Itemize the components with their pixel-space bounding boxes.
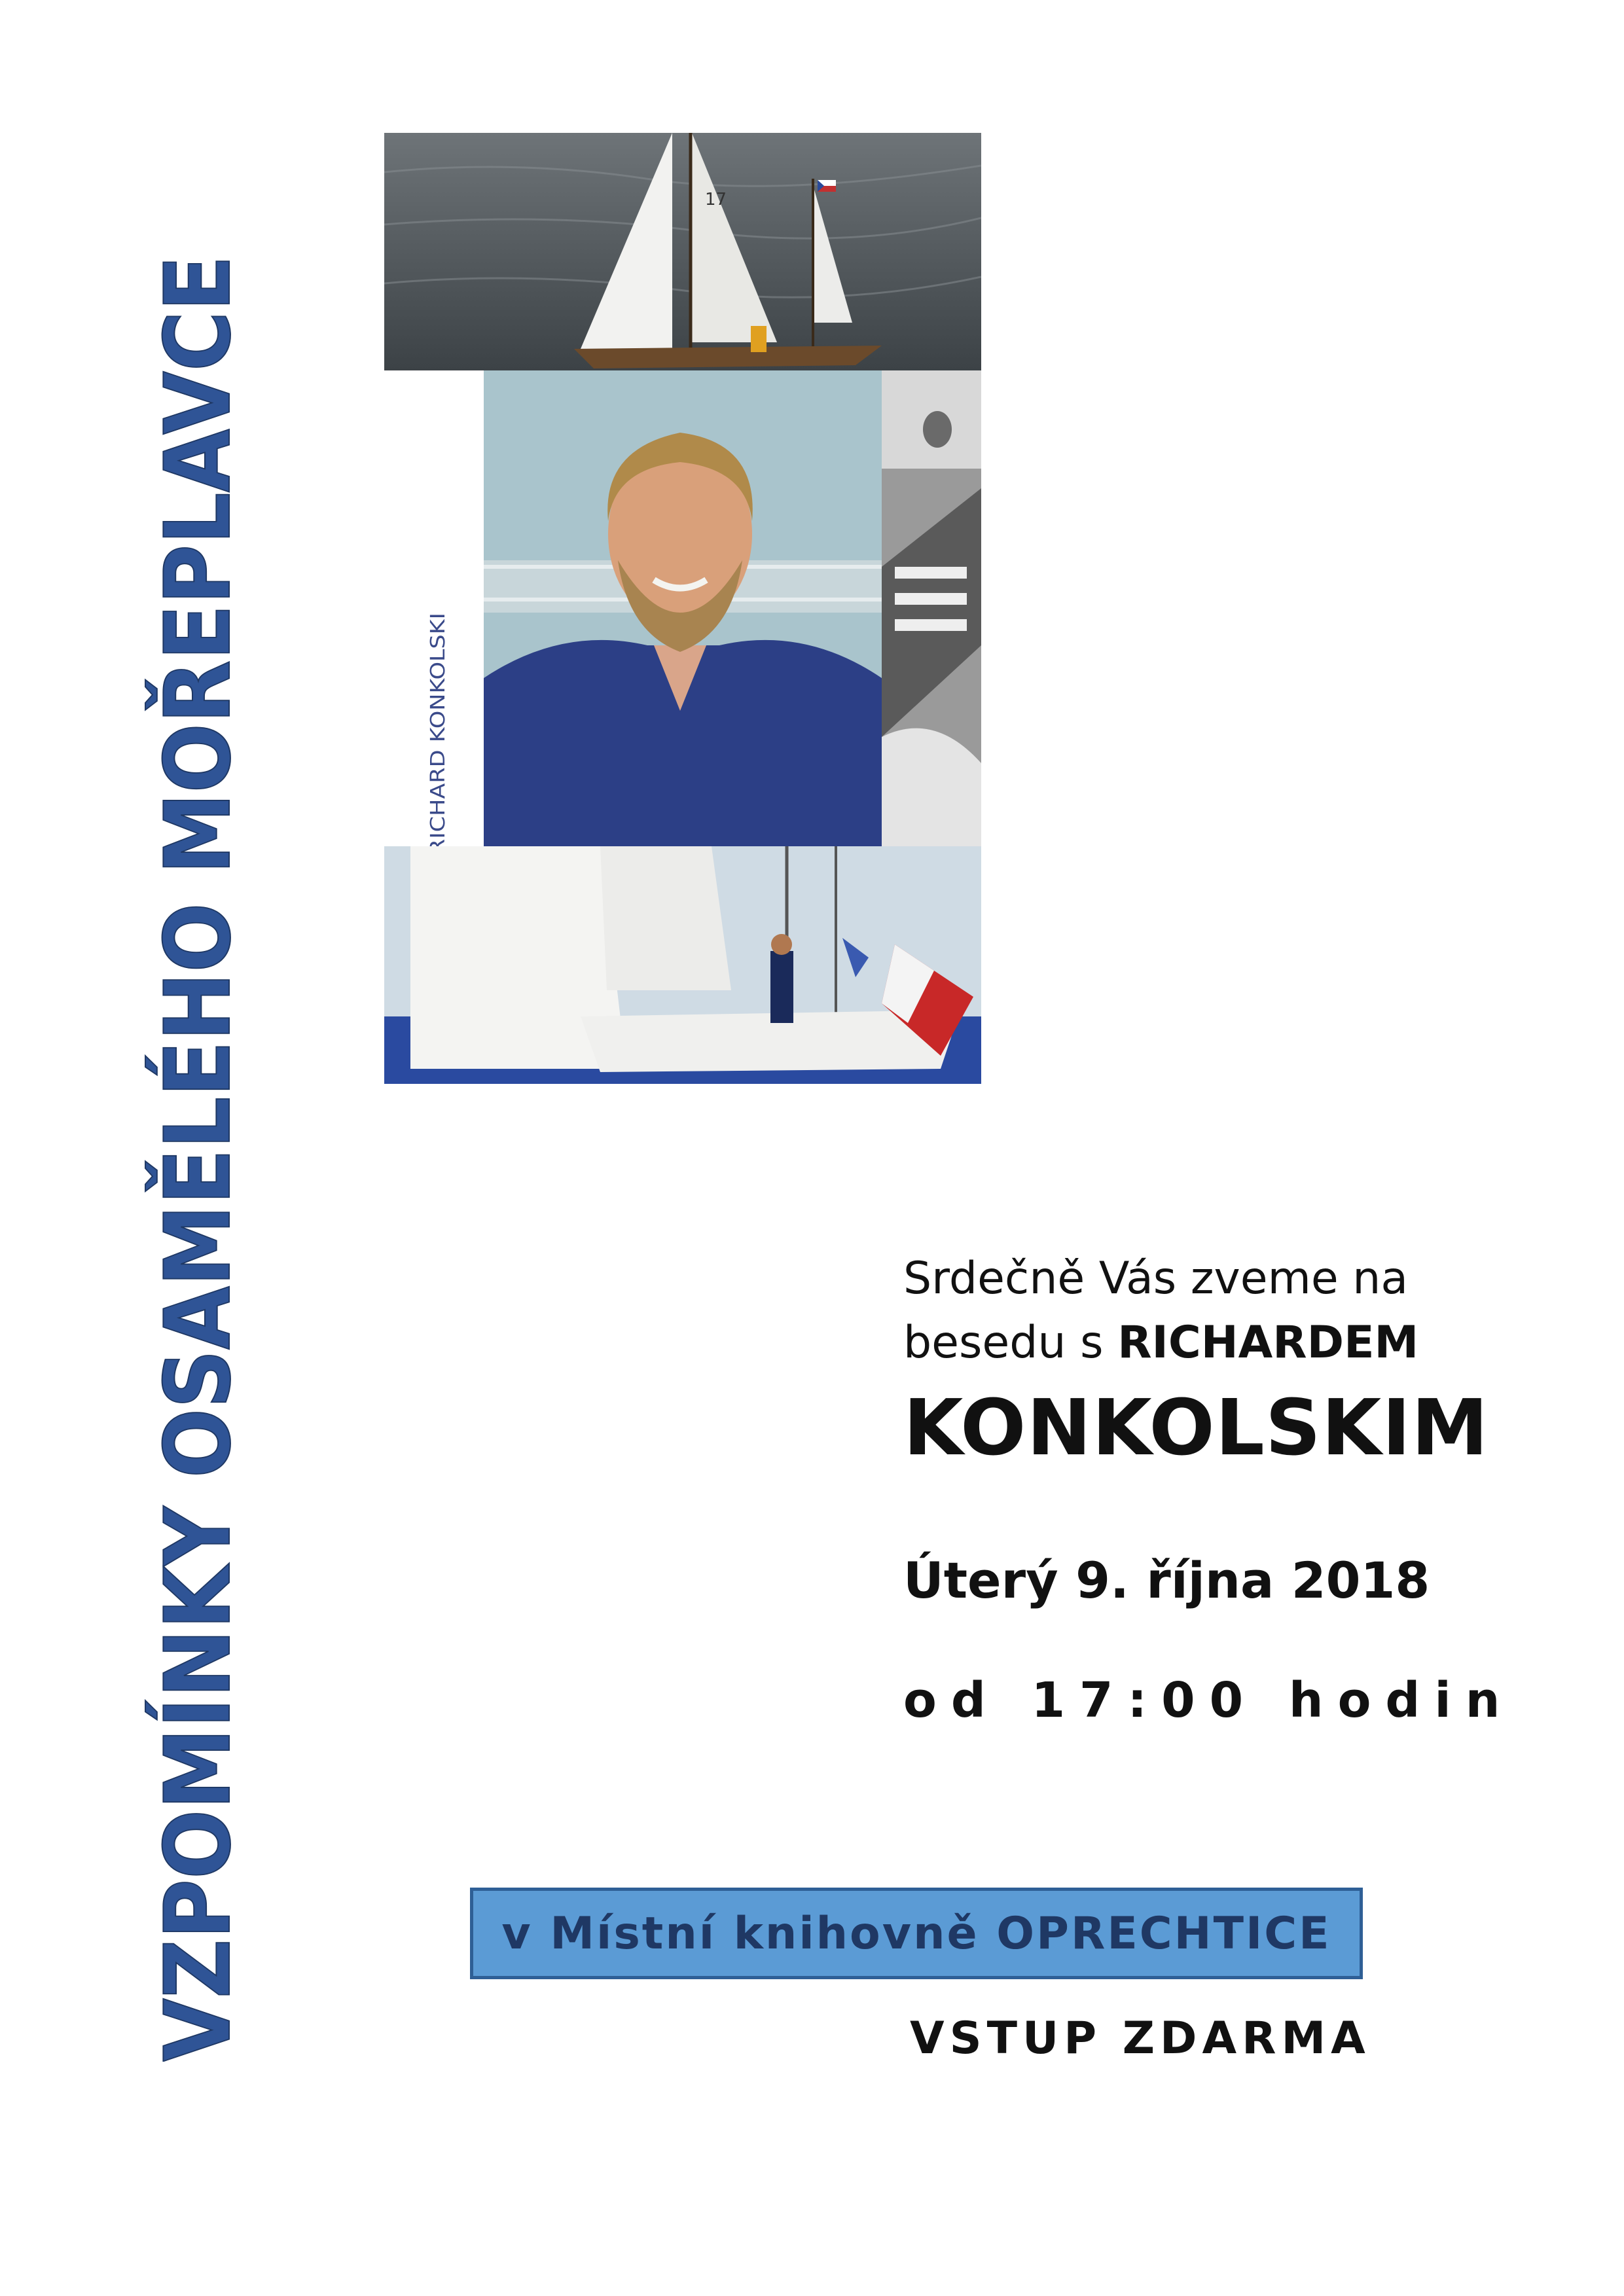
invite-line-1: Srdečně Vás zveme na <box>903 1253 1409 1304</box>
sailboat-photo <box>384 133 981 370</box>
portrait-photo <box>484 370 882 846</box>
vertical-title-svg <box>131 249 262 2062</box>
admission-note: VSTUP ZDARMA <box>910 2013 1371 2064</box>
bw-deck-photo <box>882 370 981 846</box>
event-date: Úterý 9. října 2018 <box>903 1551 1430 1609</box>
photo-collage <box>384 133 981 1084</box>
invite-line-2-name: RICHARDEM <box>1117 1317 1419 1369</box>
invite-line-2 <box>903 1311 1489 1375</box>
venue-banner <box>470 1888 1363 1979</box>
guest-surname: KONKOLSKIM <box>903 1382 1489 1473</box>
sail-number: 17 <box>705 190 727 209</box>
book-caption: RICHARD KONKOLSKI <box>427 647 450 846</box>
yacht-flag-photo <box>384 846 981 1084</box>
invitation-text <box>903 1247 1489 1473</box>
event-time: od 17:00 hodin <box>903 1672 1515 1729</box>
vertical-title <box>131 249 262 2062</box>
venue-text: v Místní knihovně OPRECHTICE <box>501 1907 1331 1960</box>
invite-line-2-prefix: besedu s <box>903 1317 1118 1369</box>
vertical-title-text: VZPOMÍNKY OSAMĚLÉHO MOŘEPLAVCE <box>145 249 251 2062</box>
book-caption-strip <box>384 370 484 846</box>
